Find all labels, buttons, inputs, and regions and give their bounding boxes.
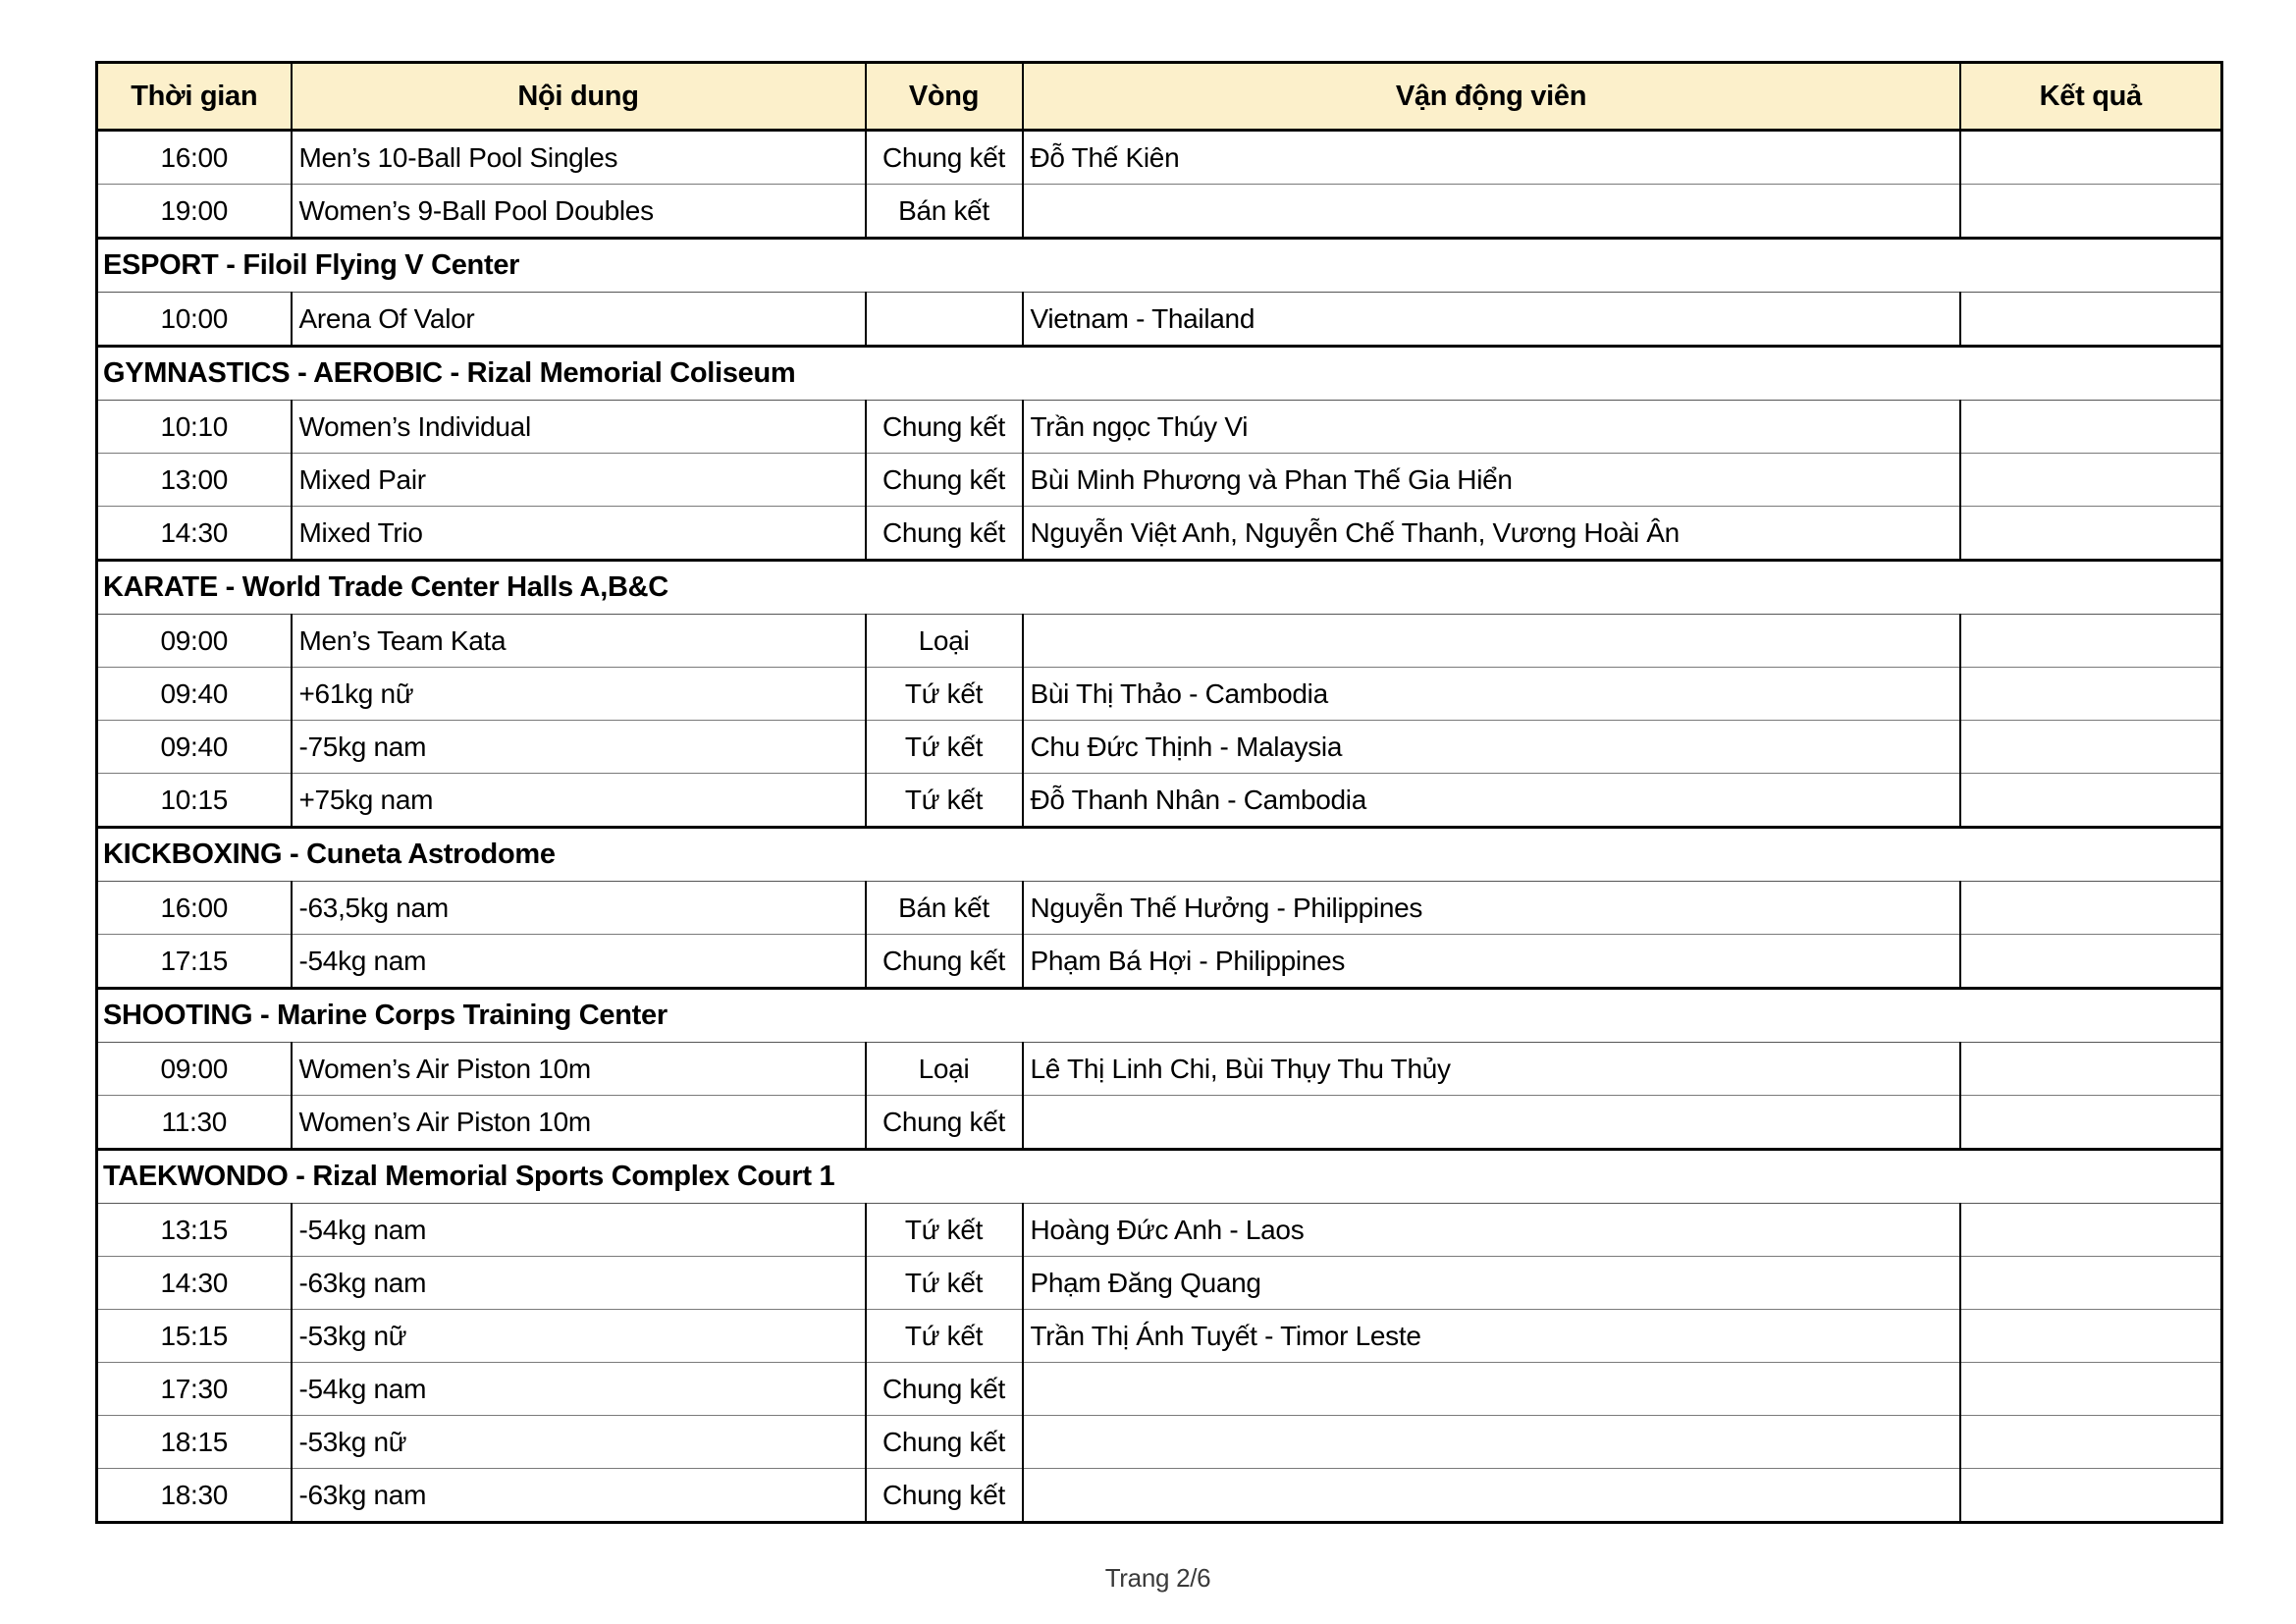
cell-content: Men’s 10-Ball Pool Singles <box>292 131 866 185</box>
section-header-row <box>97 347 2222 401</box>
cell-time: 09:00 <box>97 615 292 668</box>
cell-time: 13:15 <box>97 1204 292 1257</box>
table-row <box>97 1043 2222 1096</box>
cell-round: Tứ kết <box>866 721 1023 774</box>
cell-content: -54kg nam <box>292 1363 866 1416</box>
table-row <box>97 1204 2222 1257</box>
page-number: Trang 2/6 <box>1104 1563 1211 1593</box>
cell-result <box>1960 454 2222 507</box>
section-header: ESPORT - Filoil Flying V Center <box>97 239 2222 293</box>
cell-round: Chung kết <box>866 935 1023 989</box>
cell-content: Mixed Trio <box>292 507 866 561</box>
cell-round: Chung kết <box>866 454 1023 507</box>
table-row <box>97 1363 2222 1416</box>
cell-time: 14:30 <box>97 507 292 561</box>
cell-content: +61kg nữ <box>292 668 866 721</box>
cell-time: 17:30 <box>97 1363 292 1416</box>
cell-round: Tứ kết <box>866 774 1023 828</box>
cell-result <box>1960 774 2222 828</box>
table-row <box>97 721 2222 774</box>
table-row <box>97 131 2222 185</box>
table-row <box>97 935 2222 989</box>
cell-athlete <box>1023 615 1960 668</box>
cell-athlete: Trần Thị Ánh Tuyết - Timor Leste <box>1023 1310 1960 1363</box>
section-header-row <box>97 239 2222 293</box>
section-header: SHOOTING - Marine Corps Training Center <box>97 989 2222 1043</box>
col-header-athlete: Vận động viên <box>1023 63 1960 131</box>
cell-athlete: Chu Đức Thịnh - Malaysia <box>1023 721 1960 774</box>
table-row <box>97 1257 2222 1310</box>
table-row <box>97 1416 2222 1469</box>
cell-time: 10:00 <box>97 293 292 347</box>
col-header-result: Kết quả <box>1960 63 2222 131</box>
cell-round: Chung kết <box>866 1363 1023 1416</box>
cell-athlete: Lê Thị Linh Chi, Bùi Thụy Thu Thủy <box>1023 1043 1960 1096</box>
cell-round <box>866 293 1023 347</box>
cell-content: -63kg nam <box>292 1257 866 1310</box>
section-header-row <box>97 1150 2222 1204</box>
cell-result <box>1960 721 2222 774</box>
cell-content: Women’s Individual <box>292 401 866 454</box>
cell-athlete: Trần ngọc Thúy Vi <box>1023 401 1960 454</box>
cell-content: +75kg nam <box>292 774 866 828</box>
section-header: KARATE - World Trade Center Halls A,B&C <box>97 561 2222 615</box>
cell-time: 14:30 <box>97 1257 292 1310</box>
cell-athlete: Phạm Bá Hợi - Philippines <box>1023 935 1960 989</box>
cell-result <box>1960 1469 2222 1523</box>
col-header-time: Thời gian <box>97 63 292 131</box>
cell-round: Chung kết <box>866 401 1023 454</box>
cell-time: 18:15 <box>97 1416 292 1469</box>
cell-athlete: Hoàng Đức Anh - Laos <box>1023 1204 1960 1257</box>
cell-content: -75kg nam <box>292 721 866 774</box>
cell-athlete <box>1023 1416 1960 1469</box>
cell-content: Women’s Air Piston 10m <box>292 1043 866 1096</box>
cell-time: 19:00 <box>97 185 292 239</box>
cell-result <box>1960 668 2222 721</box>
section-header: KICKBOXING - Cuneta Astrodome <box>97 828 2222 882</box>
cell-result <box>1960 1310 2222 1363</box>
cell-round: Bán kết <box>866 882 1023 935</box>
cell-round: Chung kết <box>866 131 1023 185</box>
cell-result <box>1960 1416 2222 1469</box>
cell-athlete <box>1023 1363 1960 1416</box>
cell-time: 09:40 <box>97 721 292 774</box>
cell-round: Tứ kết <box>866 1310 1023 1363</box>
cell-content: -53kg nữ <box>292 1310 866 1363</box>
cell-content: -54kg nam <box>292 935 866 989</box>
cell-result <box>1960 615 2222 668</box>
cell-result <box>1960 293 2222 347</box>
cell-content: Arena Of Valor <box>292 293 866 347</box>
cell-round: Bán kết <box>866 185 1023 239</box>
table-row <box>97 1310 2222 1363</box>
cell-athlete: Bùi Minh Phương và Phan Thế Gia Hiển <box>1023 454 1960 507</box>
cell-time: 10:10 <box>97 401 292 454</box>
cell-round: Loại <box>866 1043 1023 1096</box>
schedule-table <box>95 61 2223 1524</box>
table-row <box>97 668 2222 721</box>
cell-athlete: Đỗ Thế Kiên <box>1023 131 1960 185</box>
table-row <box>97 1469 2222 1523</box>
cell-athlete <box>1023 1096 1960 1150</box>
table-row <box>97 293 2222 347</box>
cell-content: -53kg nữ <box>292 1416 866 1469</box>
cell-round: Chung kết <box>866 1469 1023 1523</box>
cell-round: Chung kết <box>866 1096 1023 1150</box>
table-header-row <box>97 63 2222 131</box>
cell-result <box>1960 1096 2222 1150</box>
section-header-row <box>97 828 2222 882</box>
cell-time: 09:40 <box>97 668 292 721</box>
cell-result <box>1960 1363 2222 1416</box>
cell-athlete <box>1023 1469 1960 1523</box>
cell-result <box>1960 401 2222 454</box>
cell-time: 10:15 <box>97 774 292 828</box>
table-row <box>97 454 2222 507</box>
cell-athlete: Vietnam - Thailand <box>1023 293 1960 347</box>
cell-time: 17:15 <box>97 935 292 989</box>
cell-time: 15:15 <box>97 1310 292 1363</box>
table-row <box>97 1096 2222 1150</box>
cell-round: Chung kết <box>866 507 1023 561</box>
cell-result <box>1960 1204 2222 1257</box>
cell-result <box>1960 935 2222 989</box>
cell-result <box>1960 1043 2222 1096</box>
cell-content: -63,5kg nam <box>292 882 866 935</box>
cell-athlete: Đỗ Thanh Nhân - Cambodia <box>1023 774 1960 828</box>
cell-content: -63kg nam <box>292 1469 866 1523</box>
cell-time: 09:00 <box>97 1043 292 1096</box>
cell-content: Mixed Pair <box>292 454 866 507</box>
table-row <box>97 401 2222 454</box>
table-row <box>97 774 2222 828</box>
cell-time: 16:00 <box>97 131 292 185</box>
cell-result <box>1960 185 2222 239</box>
table-row <box>97 615 2222 668</box>
cell-athlete: Bùi Thị Thảo - Cambodia <box>1023 668 1960 721</box>
cell-athlete <box>1023 185 1960 239</box>
cell-athlete: Nguyễn Thế Hưởng - Philippines <box>1023 882 1960 935</box>
section-header-row <box>97 989 2222 1043</box>
cell-round: Loại <box>866 615 1023 668</box>
cell-result <box>1960 131 2222 185</box>
col-header-content: Nội dung <box>292 63 866 131</box>
section-header-row <box>97 561 2222 615</box>
cell-time: 16:00 <box>97 882 292 935</box>
cell-content: Women’s Air Piston 10m <box>292 1096 866 1150</box>
section-header: GYMNASTICS - AEROBIC - Rizal Memorial Coliseum <box>97 347 2222 401</box>
table-row <box>97 882 2222 935</box>
cell-time: 13:00 <box>97 454 292 507</box>
cell-athlete: Phạm Đăng Quang <box>1023 1257 1960 1310</box>
cell-content: -54kg nam <box>292 1204 866 1257</box>
cell-round: Chung kết <box>866 1416 1023 1469</box>
cell-athlete: Nguyễn Việt Anh, Nguyễn Chế Thanh, Vương Hoài Ân <box>1023 507 1960 561</box>
cell-result <box>1960 507 2222 561</box>
cell-result <box>1960 882 2222 935</box>
table-row <box>97 507 2222 561</box>
cell-content: Women’s 9-Ball Pool Doubles <box>292 185 866 239</box>
cell-round: Tứ kết <box>866 1204 1023 1257</box>
cell-round: Tứ kết <box>866 668 1023 721</box>
section-header: TAEKWONDO - Rizal Memorial Sports Complex Court 1 <box>97 1150 2222 1204</box>
cell-round: Tứ kết <box>866 1257 1023 1310</box>
table-row <box>97 185 2222 239</box>
col-header-round: Vòng <box>866 63 1023 131</box>
cell-result <box>1960 1257 2222 1310</box>
cell-time: 18:30 <box>97 1469 292 1523</box>
cell-time: 11:30 <box>97 1096 292 1150</box>
cell-content: Men’s Team Kata <box>292 615 866 668</box>
